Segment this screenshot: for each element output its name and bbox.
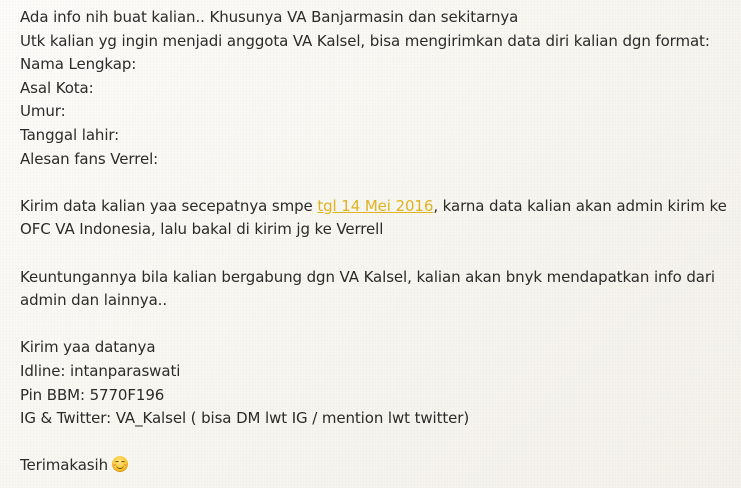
benefit-line-1: Keuntungannya bila kalian bergabung dgn VA Kalsel, kalian akan bnyk mendapatkan info dari	[20, 267, 715, 286]
note-body[interactable]	[20, 6, 738, 478]
deadline-line-1	[20, 195, 738, 219]
closing-line	[20, 454, 738, 478]
contact-bbm: Pin BBM: 5770F196	[20, 385, 165, 404]
contact-twitter: IG & Twitter: VA_Kalsel ( bisa DM lwt IG / mention lwt twitter)	[20, 409, 470, 428]
intro-line-2: Utk kalian yg ingin menjadi anggota VA Kalsel, bisa mengirimkan data diri kalian dgn format:	[20, 31, 710, 50]
form-field-reason: Alesan fans Verrel:	[20, 149, 159, 168]
smiling-face-emoji-icon	[112, 456, 128, 472]
spacer	[20, 171, 738, 195]
deadline-text-after: , karna data kalian akan admin kirim ke	[433, 196, 727, 215]
benefit-line-2: admin dan lainnya..	[20, 291, 168, 310]
form-field-name: Nama Lengkap:	[20, 55, 137, 74]
form-field-birthdate: Tanggal lahir:	[20, 125, 120, 144]
deadline-date-link[interactable]: tgl 14 Mei 2016	[317, 196, 434, 215]
spacer	[20, 431, 738, 455]
form-field-age: Umur:	[20, 102, 66, 121]
spacer	[20, 242, 738, 266]
contact-heading: Kirim yaa datanya	[20, 338, 156, 357]
contact-idline: Idline: intanparaswati	[20, 361, 181, 380]
deadline-line-2: OFC VA Indonesia, lalu bakal di kirim jg ke Verrell	[20, 220, 384, 239]
deadline-text-before: Kirim data kalian yaa secepatnya smpe	[20, 196, 318, 215]
spacer	[20, 313, 738, 337]
closing-text: Terimakasih	[20, 456, 108, 475]
intro-line-1: Ada info nih buat kalian.. Khusunya VA Banjarmasin dan sekitarnya	[20, 8, 519, 26]
form-field-city: Asal Kota:	[20, 78, 94, 97]
